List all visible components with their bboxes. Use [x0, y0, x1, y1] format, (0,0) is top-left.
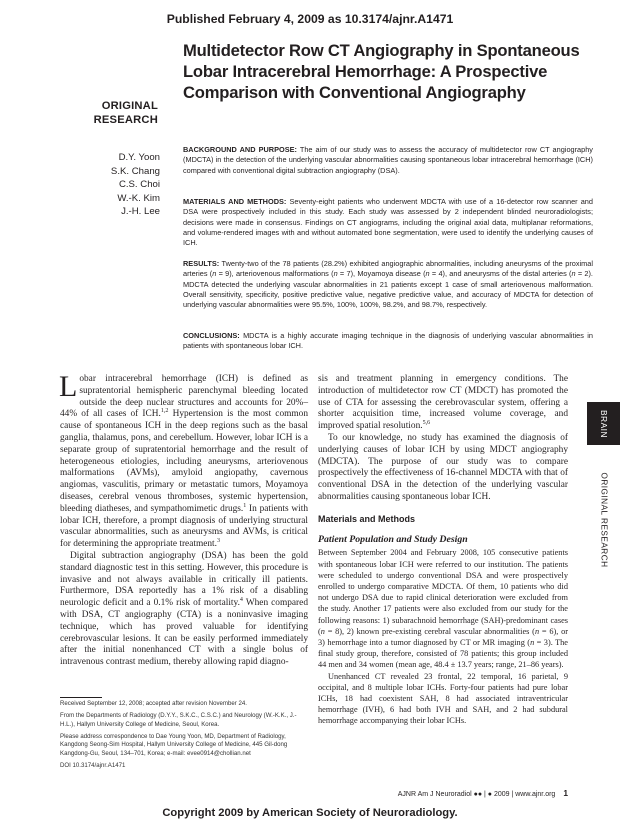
abstract-heading: MATERIALS AND METHODS: [183, 197, 287, 206]
abstract-heading: RESULTS: [183, 259, 220, 268]
abstract-heading: BACKGROUND AND PURPOSE: [183, 145, 297, 154]
body-text: Digital subtraction angiography (DSA) has been the gold standard diagnostic test in this setting. However, this procedure is invasive and not always available in critically ill patients. Furthermore, DSA reportedly has a 1% risk of a disabling neurologic deficit and a 0.1% risk of mortality. [60, 550, 308, 609]
article-title: Multidetector Row CT Angiography in Spontaneous Lobar Intracerebral Hemorrhage: A Prospective Comparison with Conventional Angiography [183, 41, 580, 102]
abstract-text: Twenty-two of the 78 patients (28.2%) exhibited angiographic abnormalities, including aneurysms of the proximal arteries ( [183, 259, 593, 279]
n-symbol: n [333, 269, 338, 279]
abstract-text: The aim of our study was to assess the accuracy of multidetector row CT angiography (MDCTA) in the detection of the underlying vascular abnormalities causing spontaneous lobar intracerebral hemorrhage (ICH) compared with conventional digital subtraction angiography (DSA). [183, 145, 593, 175]
abstract-conclusions [183, 331, 593, 352]
publication-banner: Published February 4, 2009 as 10.3174/ajnr.A1471 [166, 12, 454, 26]
citation: 3 [216, 538, 220, 545]
n-symbol: n [425, 269, 430, 279]
original-research-side-label [587, 455, 620, 585]
section-label [60, 100, 158, 127]
body-paragraph [318, 374, 568, 433]
body-paragraph: To our knowledge, no study has examined the diagnosis of underlying causes of lobar ICH by using MDCT angiography (MDCTA). The purpose of our study was to compare prospectively the effectiveness of 16-channel MDCTA with that of conventional DSA in the detection of the underlying vascular abnormalities causing spontaneous lobar ICH. [318, 432, 568, 502]
abstract-results [183, 259, 593, 310]
copyright-notice: Copyright 2009 by American Society of Neuroradiology. [162, 807, 458, 819]
abstract-background [183, 145, 593, 176]
doi-note: DOI 10.3174/ajnr.A1471 [60, 761, 126, 769]
abstract-text: = 4), and aneurysms of the distal arteries ( [429, 269, 572, 279]
author: S.K. Chang [110, 165, 160, 177]
body-column-left [59, 370, 308, 669]
body-text: In patients with lobar ICH, therefore, a prompt diagnosis of underlying structural vascular abnormalities, such as aneurysms and AVMs, is critical for determining the appropriate treatment. [60, 503, 308, 550]
body-paragraph [59, 370, 308, 551]
body-text: = 8), 2) known pre-existing cerebral vascular abnormalities ( [324, 626, 535, 636]
abstract-text: = 9), arteriovenous malformations ( [216, 269, 334, 279]
brain-side-tab [587, 402, 620, 445]
section-label-line-1: ORIGINAL [101, 100, 158, 112]
abstract-heading: CONCLUSIONS: [183, 331, 240, 340]
body-paragraph [60, 551, 308, 669]
citation: 5,6 [422, 420, 431, 427]
journal-footer [340, 788, 568, 798]
citation: 4 [239, 597, 243, 604]
body-text: sis and treatment planning in emergency conditions. The introduction of multidetector row CT (MDCT) has promoted the use of CTA for assessing the cerebrovascular system, offering a shorter acquisition time, increased volume coverage, and improved spatial resolution. [318, 374, 568, 432]
affiliation-note: From the Departments of Radiology (D.Y.Y., S.K.C., C.S.C.) and Neurology (W.-K.K., J.-H.L.), Hallym University College of Medicine, Seoul, Korea. [60, 712, 297, 728]
side-tab-label: BRAIN [598, 409, 609, 438]
body-paragraph [318, 547, 568, 670]
abstract-text: Seventy-eight patients who underwent MDCTA with use of a 16-detector row scanner and DSA were prospectively included in this study. Each study was assessed by 2 independent blinded neuroradiologists; decisions were made in consensus. Findings on CT angiograms, including the original axial data, multiplanar reformations, and volume-rendered images with and without automated bone segmentation, were used to identify the underlying causes of ICH. [183, 197, 593, 248]
citation: 1 [243, 502, 247, 509]
side-subtitle: ORIGINAL RESEARCH [599, 472, 608, 568]
section-heading: Materials and Methods [318, 513, 416, 524]
body-text: = 3). The final study group, therefore, consisted of 78 patients; this group included 44 men and 34 women (mean age, 48.4 ± 13.7 years; range, 21–86 years). [318, 637, 568, 670]
subsection-heading: Patient Population and Study Design [318, 533, 468, 545]
n-symbol: n [320, 626, 325, 636]
abstract-methods [183, 197, 593, 248]
author: J.-H. Lee [121, 206, 160, 218]
abstract-text: MDCTA is a highly accurate imaging technique in the diagnosis of underlying vascular abnormalities in patients with spontaneous lobar ICH. [183, 331, 593, 351]
body-text: Hypertension is the most common cause of spontaneous ICH in the deep regions such as the basal ganglia, thalamus, pons, and cerebellum. However, lobar ICH is a separate group of supratentorial hemorrhage and the result of heterogeneous etiologies, including aneurysms, arteriovenous malformations (AVMs), amyloid angiopathy, cavernous angiomas, vasculitis, primary or metastatic tumors, Moyamoya diseases, cerebral venous thromboses, systemic hypertension, bleeding diatheses, and sympathomimetic drugs. [60, 409, 308, 514]
author-list [60, 151, 160, 219]
body-text: Between September 2004 and February 2008, 105 consecutive patients with spontaneous lobar ICH were referred to our institution. The patients were scheduled to undergo conventional DSA and were prospectively enrolled to undergo comparative MDCTA. Of them, 10 patients who did not undergo DSA due to rapid clinical deterioration were excluded from the study. Another 17 patients were also excluded from our study for the following reasons: 1) subarachnoid hemorrhage (SAH)-predominant cases ( [318, 548, 568, 636]
footnote-rule [60, 697, 102, 698]
n-symbol: n [534, 626, 540, 636]
body-column-right [318, 374, 568, 727]
body-text: obar intracerebral hemorrhage (ICH) is defined as supratentorial hemispheric parenchymal bleeding located outside the deep nuclear structures and accounts for 20%–44% of all cases of ICH. [60, 374, 308, 420]
author: W.-K. Kim [117, 192, 160, 204]
body-text: When compared with DSA, CT angiography (CTA) is a noninvasive imaging technique, which has proved valuable for identifying cerebrovascular lesions. It can be easily performed immediately after the initial nonenhanced CT with a single bolus of intravenous contrast medium, thereby allowing rapid diagno- [60, 598, 308, 668]
footnotes [60, 700, 308, 774]
author: D.Y. Yoon [118, 152, 160, 163]
n-symbol: n [571, 269, 576, 279]
n-symbol: n [530, 637, 535, 647]
citation: 1,2 [160, 408, 169, 415]
n-symbol: n [212, 269, 217, 279]
abstract-text: = 2). MDCTA detected the underlying vascular abnormalities in 21 patients except 1 case of small arteriovenous malformation. Overall sensitivity, specificity, positive predictive value, negative predictive value, and accuracy of MDCTA for detection of underlying vascular abnormalities were 95.5%, 100%, 100%, 98.2%, and 98.7%, respectively. [183, 269, 593, 310]
correspondence-note: Please address correspondence to Dae Young Yoon, MD, Department of Radiology, Kangdong Seong-Sim Hospital, Hallym University College of Medicine, 445 Gil-dong Kangdong-Gu, Seoul, 134–701, Korea; e-mail: evee0914@chollian.net [60, 732, 288, 757]
journal-citation: AJNR Am J Neuroradiol ●● | ● 2009 | www.ajnr.org [397, 791, 556, 798]
abstract-text: = 7), Moyamoya disease ( [337, 269, 426, 279]
received-note: Received September 12, 2008; accepted after revision November 24. [60, 700, 247, 707]
body-paragraph: Unenhanced CT revealed 23 frontal, 22 temporal, 16 parietal, 9 occipital, and 8 multiple lobar ICHs. Forty-four patients had pure lobar ICHs, 18 had coexistent SAH, 8 had associated intraventricular hemorrhage (IVH), 6 had both IVH and SAH, and 2 had subdural hemorrhage accompanying their lobar ICHs. [318, 671, 568, 726]
author: C.S. Choi [118, 179, 160, 191]
page-number: 1 [563, 788, 568, 798]
section-label-line-2: RESEARCH [93, 113, 158, 126]
body-text: = 6), or 3) hemorrhage into a tumor diagnosed by CT or MR imaging ( [318, 626, 568, 647]
drop-cap: L [59, 370, 78, 403]
